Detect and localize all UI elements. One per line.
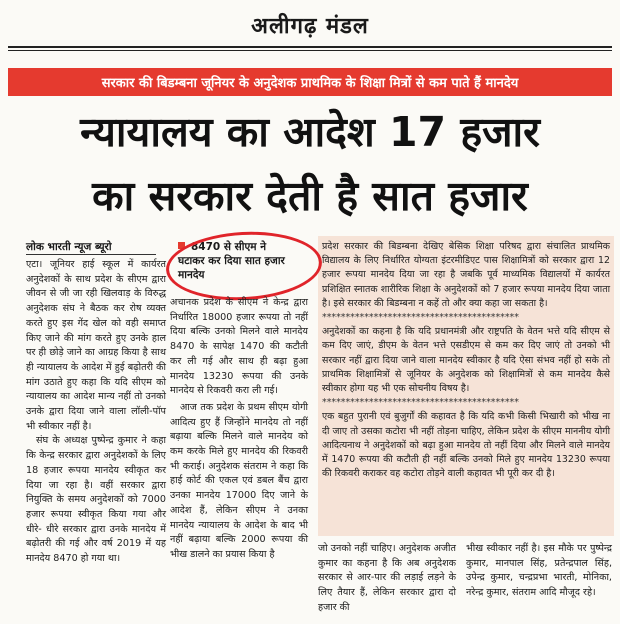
shaded-text	[322, 240, 610, 481]
col1-paragraph-1: एटा। जूनियर हाई स्कूल में कार्यरत अनुदेशकों के साथ प्रदेश के सीएम द्वारा जीवन से जी जा रही खिलवाड़ के विरुद्ध अनुदेशक संघ ने बैठक कर रोष व्यक्त करते हुए इस गेंद खेल को वही समाप्त किए जाने की मांग करते हुए उनके हाल पर ही छोड़े जाने का आग्रह किया है साथ ही न्यायालय के आदेश में हुई बढ़ोतरी की मांग उठाते हुए कहा कि यदि सीएम को न्यायालय का आदेश मान्य नहीं तो उनको उनके द्वारा दिया जाने वाला लॉली-पॉप भी स्वीकार नहीं है।	[26, 259, 166, 432]
col2-paragraph-2: आज तक प्रदेश के प्रथम सीएम योगी आदित्य हुए हैं जिन्होंने मानदेय तो नहीं बढ़ाया बल्कि मिलने वाले मानदेय को कम करके मिले हुए मानदेय की रिकवरी भी कराई। अनुदेशक संतराम ने कहा कि हाई कोर्ट की एकल एवं डबल बैंच द्वारा उनका मानदेय 17000 दिए जाने के आदेश हैं, लेकिन सीएम ने उनका मानदेय न्यायालय के आदेश के बाद भी नहीं बढ़ाया बल्कि 2000 रूपया की भीख डालने का प्रयास किया है	[170, 401, 308, 560]
col4-paragraph: भीख स्वीकार नहीं है। इस मौके पर पुष्पेन्द्र कुमार, मानपाल सिंह, प्रतेन्द्रपाल सिंह, उपेन्द्र कुमार, चन्द्रप्रभा भारती, मोनिका, नरेन्द्र कुमार, संतराम आदि मौजूद रहे।	[466, 543, 612, 599]
header-rule-top	[8, 46, 612, 48]
section-header	[0, 0, 620, 52]
headline-line-1: न्यायालय का आदेश 17 हजार	[80, 108, 540, 156]
col1-paragraph-2: संघ के अध्यक्ष पुष्पेन्द्र कुमार ने कहा कि केन्द्र सरकार द्वारा अनुदेशकों के लिए 18 हजार रूपया मानदेय स्वीकृत कर दिया जा रहा है। वहीं सरकार द्वारा नियुक्ति के समय अनुदेशकों को 7000 हजार रूपया स्वीकृत किया गया और धीरे- धीरे सरकार द्वारा उनके मानदेय में बढ़ोतरी की गई और वर्ष 2019 में यह मानदेय 8470 हो गया था।	[26, 435, 166, 565]
separator-stars-1: ******************************************	[322, 312, 519, 324]
byline: लोक भारती न्यूज ब्यूरो	[26, 241, 112, 253]
kicker-banner: सरकार की बिडम्बना जूनियर के अनुदेशक प्राथमिक के शिक्षा मित्रों से कम पाते हैं मानदेय	[8, 68, 612, 96]
article-column-1	[26, 258, 166, 567]
col2-paragraph-1: अचानक प्रदेश के सीएम ने केन्द्र द्वारा निर्धारित 18000 हजार रूपया तो नहीं दिया बल्कि उनको मिलने वाले मानदेय 8470 के सापेक्ष 1470 की कटौती कर ली गई और साथ ही बढ़ा हुआ मानदेय 13230 रूपया की उनके मानदेय से रिकवरी करा ली गई।	[170, 297, 308, 397]
header-rule-bottom	[8, 50, 612, 51]
section-title: अलीगढ़ मंडल	[251, 14, 369, 39]
col3-paragraph: जो उनको नहीं चाहिए। अनुदेशक अजीत कुमार का कहना है कि अब अनुदेशक सरकार से आर-पार की लड़ाई लड़ने के लिए तैयार हैं, लेकिन सरकार द्वारा दो हजार की	[318, 543, 456, 613]
pull-quote-text: 8470 से सीएम ने घटाकर कर दिया सात हजार मानदेय	[178, 241, 285, 281]
article-column-4	[466, 542, 612, 601]
shaded-paragraph-1: प्रदेश सरकार की बिडम्बना देखिए बेसिक शिक्षा परिषद द्वारा संचालित प्राथमिक विद्यालय के लिए निर्धारित योग्यता इंटरमीडिएट पास शिक्षामित्रों को सरकार द्वारा 12 हजार रूपया मानदेय दिया जा रहा है जबकि पूर्व माध्यमिक विद्यालयों में कार्यरत प्रशिक्षित स्नातक शारीरिक शिक्षा के अनुदेशकों को 7 हजार रूपया मानदेय दिया जाता है। इसे सरकार की बिडम्बना न कहें तो और क्या कहा जा सकता है।	[322, 241, 610, 309]
separator-stars-2: ******************************************	[322, 397, 519, 409]
article-column-2	[170, 296, 308, 563]
byline-rule	[26, 254, 156, 255]
headline-line-2: का सरकार देती है सात हजार	[92, 172, 528, 220]
shaded-paragraph-3: एक बहुत पुरानी एवं बुजुर्गों की कहावत है कि यदि कभी किसी भिखारी को भीख ना दी जाए तो उसका कटोरा भी नहीं तोड़ना चाहिए, लेकिन प्रदेश के सीएम माननीय योगी आदित्यनाथ ने अनुदेशकों को बढ़ा हुआ मानदेय तो नहीं दिया और मिलने वाले मानदेय में 1470 रूपया की कटौती ही नहीं बल्कि उनको मिले हुए मानदेय 13230 रूपया की रिकवरी कराकर वह कटोरा तोड़ने वाली कहावत भी पूरी कर दी है।	[322, 411, 610, 480]
shaded-paragraph-2: अनुदेशकों का कहना है कि यदि प्रधानमंत्री और राष्ट्रपति के वेतन भत्ते यदि सीएम से कम दिए जाएं, डीएम के वेतन भत्ते एसडीएम से कम कर दिए जाएं तो उनको भी सरकार नहीं द्वारा दिया जाने वाला मानदेय स्वीकार है यदि ऐसा संभव नहीं हो सके तो प्राथमिक शिक्षामित्रों से जूनियर के अनुदेशक को शिक्षामित्रों से कम मानदेय कैसे स्वीकार होगा यह भी एक सोचनीय विषय है।	[322, 326, 610, 395]
article-column-3	[318, 542, 456, 616]
